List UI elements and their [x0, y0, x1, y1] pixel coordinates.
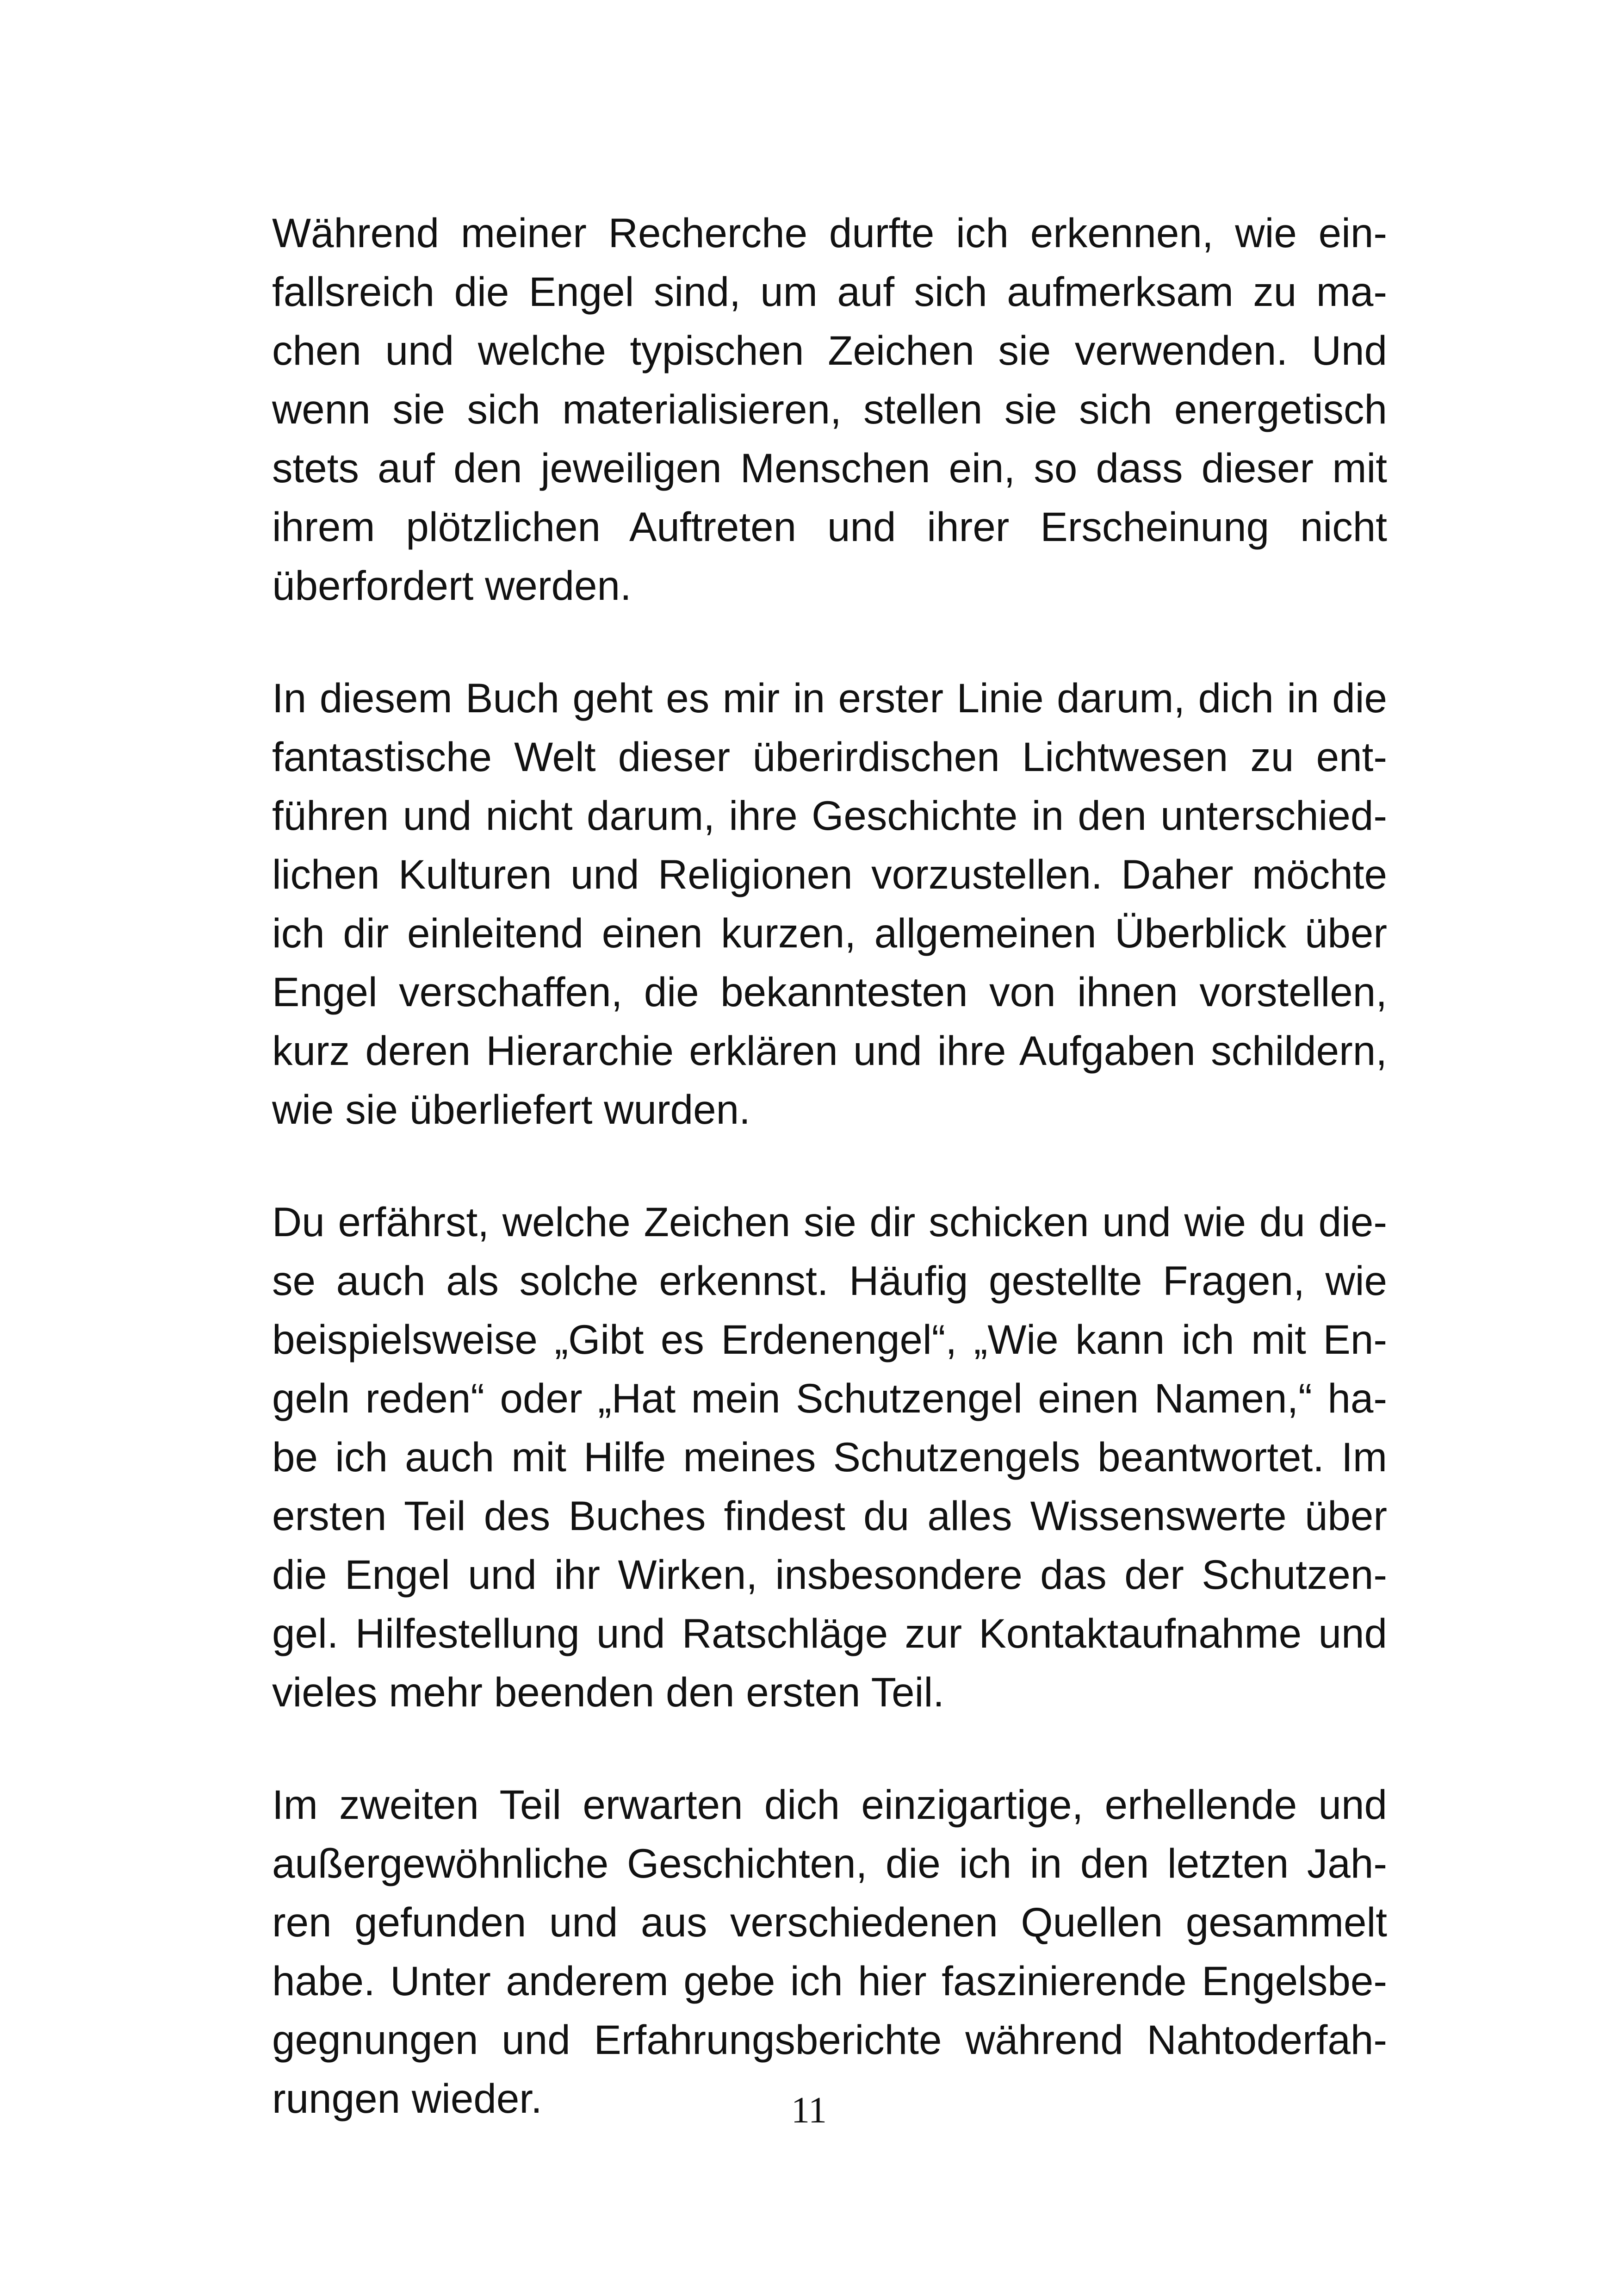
text-line: Im zweiten Teil erwarten dich einzigartige, erhellende und [272, 1781, 1387, 1828]
text-line: fantastische Welt dieser überirdischen Lichtwesen zu ent- [272, 734, 1387, 780]
text-line: rungen wieder. [272, 2075, 542, 2122]
text-line: gegnungen und Erfahrungsberichte während Nahtoderfah- [272, 2016, 1387, 2063]
paragraph-1 [272, 204, 1387, 615]
text-line: chen und welche typischen Zeichen sie verwenden. Und [272, 327, 1387, 373]
text-line: habe. Unter anderem gebe ich hier faszinierende Engelsbe- [272, 1958, 1387, 2004]
text-line: vieles mehr beenden den ersten Teil. [272, 1669, 944, 1715]
paragraph-4 [272, 1775, 1387, 2128]
body-text [272, 204, 1387, 2182]
text-line: die Engel und ihr Wirken, insbesondere das der Schutzen- [272, 1551, 1387, 1598]
text-line: Engel verschaffen, die bekanntesten von ihnen vorstellen, [272, 969, 1387, 1015]
text-line: geln reden“ oder „Hat mein Schutzengel einen Namen,“ ha- [272, 1375, 1387, 1421]
text-line: se auch als solche erkennst. Häufig gestellte Fragen, wie [272, 1257, 1387, 1304]
page-number: 11 [791, 2090, 827, 2131]
text-line: wenn sie sich materialisieren, stellen sie sich energetisch [272, 386, 1387, 432]
text-line: überfordert werden. [272, 562, 632, 609]
text-line: außergewöhnliche Geschichten, die ich in den letzten Jah- [272, 1840, 1387, 1886]
paragraph-3 [272, 1193, 1387, 1722]
text-line: lichen Kulturen und Religionen vorzustellen. Daher möchte [272, 851, 1387, 897]
text-line: führen und nicht darum, ihre Geschichte in den unterschied- [272, 792, 1387, 839]
text-line: In diesem Buch geht es mir in erster Linie darum, dich in die [272, 675, 1387, 721]
text-line: ersten Teil des Buches findest du alles Wissenswerte über [272, 1493, 1387, 1539]
text-line: fallsreich die Engel sind, um auf sich aufmerksam zu ma- [272, 268, 1387, 315]
text-line: ren gefunden und aus verschiedenen Quellen gesammelt [272, 1899, 1387, 1945]
text-line: kurz deren Hierarchie erklären und ihre Aufgaben schildern, [272, 1027, 1387, 1074]
text-line: Du erfährst, welche Zeichen sie dir schicken und wie du die- [272, 1199, 1387, 1245]
text-line: beispielsweise „Gibt es Erdenengel“, „Wie kann ich mit En- [272, 1316, 1387, 1363]
text-line: be ich auch mit Hilfe meines Schutzengels beantwortet. Im [272, 1434, 1387, 1480]
text-line: Während meiner Recherche durfte ich erkennen, wie ein- [272, 210, 1387, 256]
text-line: ihrem plötzlichen Auftreten und ihrer Erscheinung nicht [272, 504, 1387, 550]
text-line: stets auf den jeweiligen Menschen ein, so dass dieser mit [272, 445, 1387, 491]
text-line: wie sie überliefert wurden. [272, 1086, 750, 1132]
text-line: gel. Hilfestellung und Ratschläge zur Kontaktaufnahme und [272, 1610, 1387, 1656]
paragraph-2 [272, 669, 1387, 1139]
text-line: ich dir einleitend einen kurzen, allgemeinen Überblick über [272, 910, 1387, 956]
